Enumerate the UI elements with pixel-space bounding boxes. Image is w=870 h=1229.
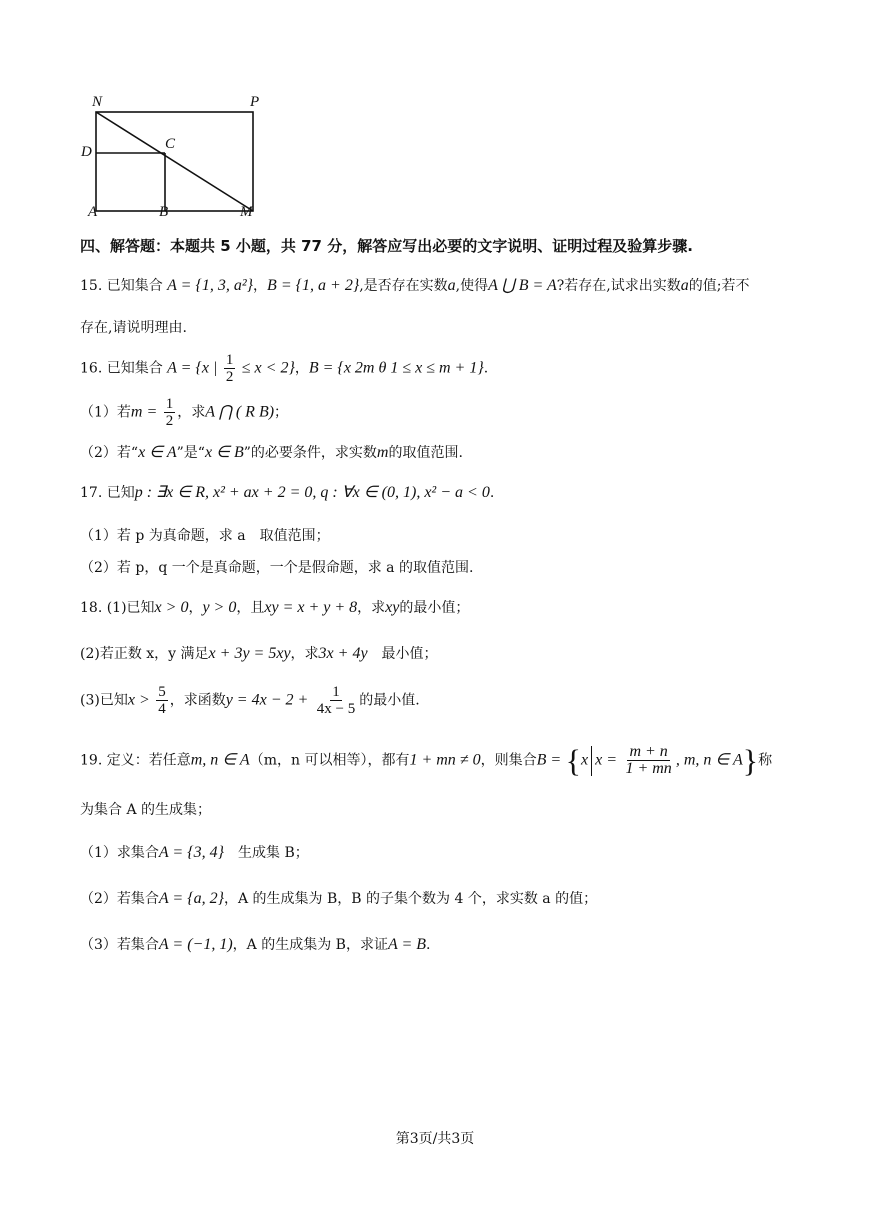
q18-p2-expr: 3x + 4y bbox=[318, 645, 368, 662]
q16-p1-expr: A ⋂ ( R B) bbox=[205, 403, 275, 421]
q15-text-b: ,是否存在实数 bbox=[359, 278, 448, 294]
right-brace: } bbox=[742, 742, 759, 779]
q19-b-set: B = bbox=[536, 751, 562, 769]
q19-p2-a: （2）若集合 bbox=[80, 891, 159, 907]
q16-set-b: B = {x 2m θ 1 ≤ x ≤ m + 1} bbox=[308, 359, 484, 377]
q18-p1-y: y > 0 bbox=[202, 599, 237, 616]
q18-p3-y: y = 4x − 2 + bbox=[225, 691, 309, 709]
q19-p3-b: ，A 的生成集为 B，求证 bbox=[232, 937, 388, 953]
q18-p2-a: (2)若正数 x，y 满足 bbox=[80, 646, 209, 662]
q19-text-d: 称 bbox=[758, 752, 773, 769]
q19-mn: m, n ∈ A bbox=[190, 751, 250, 769]
q19-part1 bbox=[80, 843, 309, 863]
q16-p2-a: （2）若“ bbox=[80, 445, 139, 461]
label-m: M bbox=[240, 204, 253, 220]
q15-sep: ， bbox=[253, 278, 268, 294]
q19-p1-a: （1）求集合 bbox=[80, 845, 159, 861]
q18-p1-e: 的最小值； bbox=[399, 600, 470, 616]
q16-p2-d: 的取值范围. bbox=[388, 445, 463, 461]
q19-p3-c: . bbox=[426, 937, 431, 953]
q16-lead: 16. 已知集合 bbox=[80, 360, 163, 377]
fraction-numerator: 1 bbox=[225, 352, 234, 368]
q17-part2: （2）若 p，q 一个是真命题，一个是假命题，求 a 的取值范围. bbox=[80, 560, 474, 576]
q16-p1-m: m = bbox=[130, 403, 158, 421]
q17-line1 bbox=[80, 483, 494, 503]
label-p: P bbox=[250, 94, 260, 110]
q19-text-b: （m，n 可以相等），都有 bbox=[249, 752, 410, 769]
q15-text-d: ?若存在,试求出实数 bbox=[556, 278, 681, 294]
q18-part1 bbox=[80, 598, 469, 618]
q15-set-b: B = {1, a + 2} bbox=[267, 277, 360, 294]
q15-line2: 存在,请说明理由. bbox=[80, 320, 187, 336]
diagram-lines bbox=[78, 92, 278, 222]
q16-p1-pre: （1）若 bbox=[80, 404, 131, 421]
set-divider bbox=[591, 746, 592, 776]
label-n: N bbox=[92, 94, 103, 110]
fraction-denominator: 4x − 5 bbox=[316, 701, 356, 717]
q16-comma: ， bbox=[294, 360, 309, 377]
q19-p2-set: A = {a, 2} bbox=[158, 890, 224, 907]
fraction-denominator: 2 bbox=[225, 369, 234, 385]
q16-line1 bbox=[80, 352, 488, 385]
q17-part1: （1）若 p 为真命题，求 a 取值范围； bbox=[80, 528, 330, 544]
q18-p1-b: ， bbox=[188, 600, 203, 616]
q19-part3 bbox=[80, 935, 430, 955]
q18-p3-b: ，求函数 bbox=[169, 692, 226, 709]
q15-text-c: ,使得 bbox=[455, 278, 489, 294]
q16-p2-b: ”是“ bbox=[176, 445, 205, 461]
page-footer: 第3页/共3页 bbox=[395, 1131, 475, 1147]
q15-var-a2: a bbox=[680, 277, 689, 294]
fraction-denominator: 4 bbox=[158, 701, 166, 717]
q18-part3 bbox=[80, 684, 420, 717]
q19-p2-b: ，A 的生成集为 B，B 的子集个数为 4 个，求实数 a 的值； bbox=[224, 891, 598, 907]
q15-set-a: A = {1, 3, a²} bbox=[167, 277, 254, 294]
label-d: D bbox=[81, 144, 92, 160]
rectangle-diagram bbox=[78, 92, 278, 222]
q19-cond: 1 + mn ≠ 0 bbox=[409, 751, 481, 769]
q16-p1-mid: ，求 bbox=[177, 404, 206, 421]
q18-p2-eq: x + 3y = 5xy bbox=[208, 645, 291, 662]
q15-text-e: 的值;若不 bbox=[688, 278, 750, 294]
q18-p3-func-fraction bbox=[315, 684, 357, 717]
q15-line1 bbox=[80, 276, 749, 296]
q16-p1-fraction bbox=[164, 396, 176, 429]
q19-fraction bbox=[623, 744, 673, 777]
q18-p1-a: 18. (1)已知 bbox=[80, 600, 155, 616]
q16-part2 bbox=[80, 443, 463, 463]
q17-lead: 17. 已知 bbox=[80, 485, 135, 501]
fraction-numerator: 1 bbox=[332, 684, 340, 700]
label-b: B bbox=[159, 204, 169, 220]
q16-p1-end: ； bbox=[274, 404, 289, 421]
diagonal-nm bbox=[96, 112, 253, 211]
left-brace: { bbox=[565, 742, 581, 779]
fraction-numerator: 1 bbox=[165, 396, 174, 412]
q16-part1 bbox=[80, 396, 288, 429]
fraction-denominator: 2 bbox=[165, 413, 174, 429]
q18-p1-x: x > 0 bbox=[154, 599, 189, 616]
q19-p3-a: （3）若集合 bbox=[80, 937, 159, 953]
q19-tail: , m, n ∈ A bbox=[675, 751, 743, 769]
label-a: A bbox=[88, 204, 98, 220]
q18-p2-c: 最小值； bbox=[367, 646, 438, 662]
q16-set-a-post: ≤ x < 2} bbox=[241, 359, 295, 377]
q19-p1-set: A = {3, 4} bbox=[158, 844, 224, 861]
q18-p3-fraction bbox=[156, 684, 168, 717]
q16-p2-c: ”的必要条件，求实数 bbox=[243, 445, 377, 461]
q19-x-eq: x = bbox=[595, 751, 617, 769]
fraction-numerator: 5 bbox=[158, 684, 166, 700]
q16-half-fraction bbox=[224, 352, 236, 385]
q19-p3-eq: A = B bbox=[387, 936, 427, 953]
fraction-denominator: 1 + mn bbox=[625, 760, 672, 777]
q16-p2-x2: x ∈ B bbox=[204, 444, 244, 461]
q19-line2: 为集合 A 的生成集； bbox=[80, 802, 212, 818]
q18-p3-a: (3)已知 bbox=[80, 692, 128, 709]
q19-lead: 19. 定义：若任意 bbox=[80, 752, 191, 769]
q18-p1-d: ，求 bbox=[357, 600, 386, 616]
q15-var-a: a bbox=[447, 277, 456, 294]
q18-p1-c: ，且 bbox=[236, 600, 265, 616]
q17-expr: p : ∃x ∈ R, x² + ax + 2 = 0, q : ∀x ∈ (0, 1), x² − a < 0 bbox=[134, 484, 490, 501]
q18-part2 bbox=[80, 644, 438, 664]
q18-p3-x: x > bbox=[127, 691, 150, 709]
q18-p3-c: 的最小值. bbox=[359, 692, 420, 709]
q19-x: x bbox=[580, 751, 589, 769]
q18-p2-b: ，求 bbox=[290, 646, 319, 662]
q19-part2 bbox=[80, 889, 597, 909]
q19-p3-set: A = (−1, 1) bbox=[158, 936, 233, 953]
q15-lead: 15. 已知集合 bbox=[80, 278, 163, 294]
fraction-numerator: m + n bbox=[629, 743, 668, 760]
q17-end: . bbox=[489, 485, 495, 501]
q19-line1 bbox=[80, 744, 772, 777]
q16-set-a-pre: A = {x | bbox=[167, 359, 218, 377]
q19-p1-b: 生成集 B； bbox=[224, 845, 309, 861]
label-c: C bbox=[165, 136, 176, 152]
q16-p2-x1: x ∈ A bbox=[138, 444, 177, 461]
q15-union: A ⋃ B = A bbox=[488, 277, 557, 294]
q19-text-c: ，则集合 bbox=[480, 752, 537, 769]
q16-p2-m: m bbox=[376, 444, 389, 461]
q16-period: . bbox=[483, 360, 489, 377]
q18-p1-xy: xy bbox=[385, 599, 400, 616]
q18-p1-eq: xy = x + y + 8 bbox=[264, 599, 358, 616]
section-title: 四、解答题：本题共 5 小题，共 77 分，解答应写出必要的文字说明、证明过程及验算步骤. bbox=[80, 237, 693, 255]
